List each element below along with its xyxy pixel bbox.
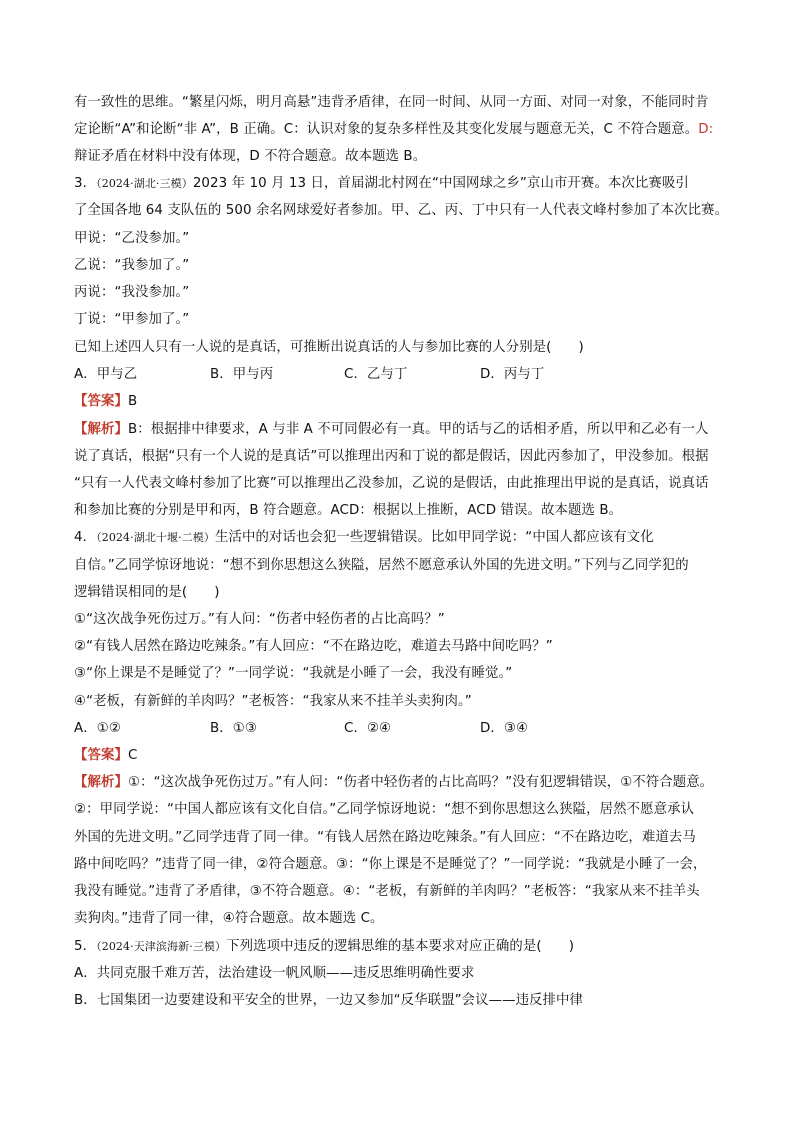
answer: 【答案】C <box>74 748 138 763</box>
question-source: （2024·天津滨海新·三模） <box>96 940 227 953</box>
option-b: B．①③ <box>210 721 257 736</box>
option-a: A．共同克服千难万苦，法治建设一帆风顺——违反思维明确性要求 <box>74 966 475 981</box>
list-item: ②“有钱人居然在路边吃辣条。”有人回应：“不在路边吃，难道去马路中间吃吗？” <box>74 639 553 654</box>
statement: 丁说：“甲参加了。” <box>74 312 190 327</box>
option-c: C．乙与丁 <box>344 367 408 382</box>
answer: 【答案】B <box>74 394 138 409</box>
text-line: ②：甲同学说：“中国人都应该有文化自信。”乙同学惊讶地说：“想不到你思想这么狭隘，居然不愿意承认 <box>74 802 695 817</box>
options-row <box>74 365 544 385</box>
question-5-stem: 5．（2024·天津滨海新·三模）下列选项中违反的逻辑思维的基本要求对应正确的是( ) <box>74 939 575 954</box>
text-line: 外国的先进文明。”乙同学违背了同一律。“有钱人居然在路边吃辣条。”有人回应：“不在路边吃，难道去马 <box>74 830 696 845</box>
list-item: ③“你上课是不是睡觉了？”一同学说：“我就是小睡了一会，我没有睡觉。” <box>74 666 513 681</box>
text-line: 路中间吃吗？”违背了同一律，②符合题意。③：“你上课是不是睡觉了？”一同学说：“我就是小睡了一会， <box>74 857 707 872</box>
option-d: D．丙与丁 <box>480 367 545 382</box>
option-a: A．甲与乙 <box>74 367 138 382</box>
text-line: “只有一人代表文峰村参加了比赛”可以推理出乙没参加，乙说的是假话，由此推理出甲说的是真话，说真话 <box>74 476 709 491</box>
question-4-stem: 4．（2024·湖北十堰·二模）生活中的对话也会犯一些逻辑错误。比如甲同学说：“中国人都应该有文化 <box>74 530 654 545</box>
text-line: 定论断“A”和论断“非 A”，B 正确。C：认识对象的复杂多样性及其变化发展与题意无关，C 不符合题意。D: <box>74 122 714 137</box>
question-3-stem: 3．（2024·湖北·三模）2023 年 10 月 13 日，首届湖北村网在“中国网球之乡”京山市开赛。本次比赛吸引 <box>74 176 689 191</box>
text-line: 卖狗肉。”违背了同一律，④符合题意。故本题选 C。 <box>74 911 384 926</box>
statement: 丙说：“我没参加。” <box>74 285 190 300</box>
statement: 甲说：“乙没参加。” <box>74 231 190 246</box>
text-line: 有一致性的思维。“繁星闪烁，明月高悬”违背矛盾律，在同一时间、从同一方面、对同一对象，不能同时肯 <box>74 95 709 110</box>
text-line: 逻辑错误相同的是( ) <box>74 585 220 600</box>
text-line: 自信。”乙同学惊讶地说：“想不到你思想这么狭隘，居然不愿意承认外国的先进文明。”下列与乙同学犯的 <box>74 558 689 573</box>
text-line: 辩证矛盾在材料中没有体现，D 不符合题意。故本题选 B。 <box>74 149 427 164</box>
option-c: C．②④ <box>344 721 392 736</box>
option-b: B．七国集团一边要建设和平安全的世界，一边又参加“反华联盟”会议——违反排中律 <box>74 993 584 1008</box>
option-a: A．①② <box>74 721 121 736</box>
question-source: （2024·湖北十堰·二模） <box>96 531 216 544</box>
question-ask: 已知上述四人只有一人说的是真话，可推断出说真话的人与参加比赛的人分别是( ) <box>74 340 584 355</box>
statement: 乙说：“我参加了。” <box>74 258 190 273</box>
analysis: 【解析】B：根据排中律要求，A 与非 A 不可同假必有一真。甲的话与乙的话相矛盾，所以甲和乙必有一人 <box>74 422 709 437</box>
text-line: 和参加比赛的分别是甲和丙，B 符合题意。ACD：根据以上推断，ACD 错误。故本题选 B。 <box>74 503 623 518</box>
analysis: 【解析】①：“这次战争死伤过万。”有人问：“伤者中轻伤者的占比高吗？”没有犯逻辑错误，①不符合题意。 <box>74 775 714 790</box>
text-line: 了全国各地 64 支队伍的 500 余名网球爱好者参加。甲、乙、丙、丁中只有一人代表文峰村参加了本次比赛。 <box>74 203 729 218</box>
option-d: D．③④ <box>480 721 529 736</box>
text-line: 说了真话，根据“只有一个人说的是真话”可以推理出丙和丁说的都是假话，因此丙参加了，甲没参加。根据 <box>74 449 709 464</box>
question-source: （2024·湖北·三模） <box>96 177 193 190</box>
option-b: B．甲与丙 <box>210 367 274 382</box>
text-line: 我没有睡觉。”违背了矛盾律，③不符合题意。④：“老板，有新鲜的羊肉吗？”老板答：“我家从来不挂羊头 <box>74 884 700 899</box>
list-item: ①“这次战争死伤过万。”有人问：“伤者中轻伤者的占比高吗？” <box>74 612 445 627</box>
options-row <box>74 719 528 739</box>
list-item: ④“老板，有新鲜的羊肉吗？”老板答：“我家从来不挂羊头卖狗肉。” <box>74 694 472 709</box>
